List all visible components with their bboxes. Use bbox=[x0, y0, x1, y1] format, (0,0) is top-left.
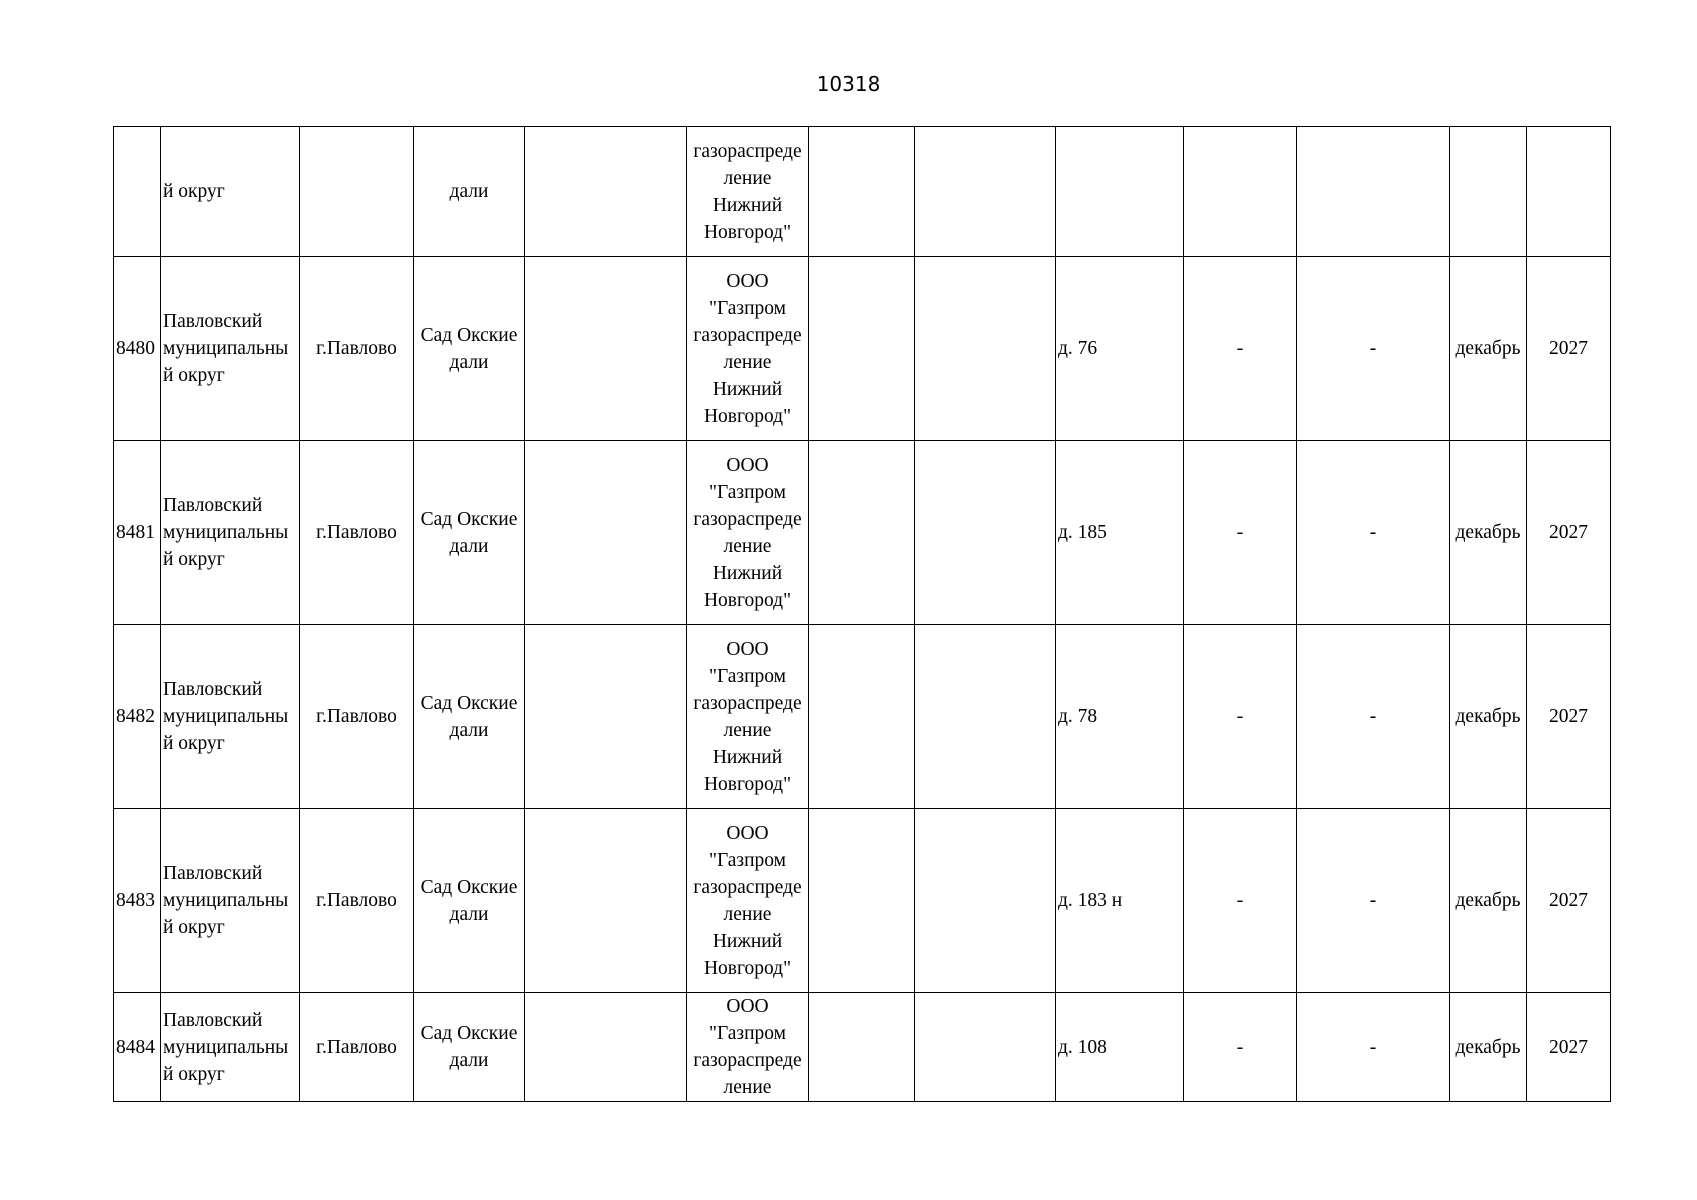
dash-value: - bbox=[1236, 890, 1244, 911]
dash-value: - bbox=[1236, 706, 1244, 727]
dash-value: - bbox=[1236, 338, 1244, 359]
house-number: д. 185 bbox=[1058, 522, 1107, 543]
district-line: й округ bbox=[163, 549, 225, 570]
org-line: Нижний bbox=[712, 562, 783, 584]
org-line: Новгород" bbox=[703, 221, 792, 243]
cell-org bbox=[687, 127, 809, 257]
district-line: муниципальны bbox=[163, 338, 289, 359]
street-line: дали bbox=[449, 1050, 489, 1071]
cell-empty bbox=[915, 625, 1056, 809]
table-row bbox=[114, 441, 1611, 625]
month: декабрь bbox=[1455, 890, 1521, 911]
org-line: "Газпром bbox=[708, 665, 786, 687]
city: г.Павлово bbox=[316, 1036, 397, 1058]
cell-year bbox=[1527, 809, 1611, 993]
cell-dash bbox=[1184, 257, 1297, 441]
street-line: Сад Окские bbox=[420, 1023, 518, 1044]
district-line: й округ bbox=[163, 365, 225, 386]
org-line: Нижний bbox=[712, 930, 783, 952]
month: декабрь bbox=[1455, 706, 1521, 727]
cell-empty bbox=[525, 441, 687, 625]
district-line: муниципальны bbox=[163, 1036, 289, 1058]
org-line: Нижний bbox=[712, 194, 783, 216]
cell-empty bbox=[525, 127, 687, 257]
cell-dash bbox=[1297, 625, 1450, 809]
cell-empty bbox=[915, 993, 1056, 1102]
street-line: Сад Окские bbox=[420, 508, 518, 530]
street-tail: дали bbox=[449, 181, 489, 202]
cell-empty bbox=[525, 993, 687, 1102]
month: декабрь bbox=[1455, 1036, 1521, 1058]
cell-street bbox=[414, 809, 525, 993]
district-line: й округ bbox=[163, 1063, 225, 1085]
district-line: й округ bbox=[163, 917, 225, 938]
street-line: дали bbox=[449, 719, 489, 741]
dash-value: - bbox=[1236, 1036, 1244, 1058]
district-line: муниципальны bbox=[163, 522, 289, 543]
cell-dash bbox=[1297, 441, 1450, 625]
cell-num bbox=[114, 441, 161, 625]
cell-district bbox=[161, 809, 300, 993]
cell-street bbox=[414, 441, 525, 625]
org-line: Нижний bbox=[712, 378, 783, 400]
cell-empty bbox=[809, 625, 915, 809]
street-line: дали bbox=[449, 351, 489, 373]
org-line: газораспреде bbox=[693, 1050, 802, 1071]
org-line: Нижний bbox=[712, 746, 783, 768]
org-line: ООО bbox=[726, 270, 769, 292]
cell-empty bbox=[915, 809, 1056, 993]
district-line: Павловский bbox=[163, 863, 263, 884]
cell-empty bbox=[1527, 127, 1611, 257]
table-row bbox=[114, 809, 1611, 993]
cell-org bbox=[687, 257, 809, 441]
street-line: дали bbox=[449, 535, 489, 557]
cell-street bbox=[414, 257, 525, 441]
cell-year bbox=[1527, 257, 1611, 441]
cell-city bbox=[300, 127, 414, 257]
org-line: газораспреде bbox=[693, 508, 802, 530]
org-line: Новгород" bbox=[703, 773, 792, 795]
cell-empty bbox=[809, 441, 915, 625]
org-line: "Газпром bbox=[708, 849, 786, 871]
org-line: ООО bbox=[726, 638, 769, 660]
cell-num bbox=[114, 127, 161, 257]
house-number: д. 78 bbox=[1058, 706, 1098, 727]
cell-street bbox=[414, 625, 525, 809]
org-line: Новгород" bbox=[703, 589, 792, 611]
cell-month bbox=[1450, 441, 1527, 625]
row-number: 8484 bbox=[116, 1036, 155, 1058]
year: 2027 bbox=[1549, 522, 1588, 543]
cell-empty bbox=[525, 625, 687, 809]
row-number: 8481 bbox=[116, 522, 155, 543]
page-number: 10318 bbox=[816, 72, 881, 96]
cell-dash bbox=[1184, 441, 1297, 625]
org-line: ление bbox=[723, 351, 772, 373]
city: г.Павлово bbox=[316, 522, 397, 543]
district-line: Павловский bbox=[163, 311, 263, 332]
org-line: ООО bbox=[726, 822, 769, 844]
cell-district bbox=[161, 127, 300, 257]
district-line: й округ bbox=[163, 733, 225, 754]
org-line: "Газпром bbox=[708, 297, 786, 319]
cell-empty bbox=[1297, 127, 1450, 257]
cell-org bbox=[687, 441, 809, 625]
org-line: ление bbox=[723, 167, 772, 189]
table-row bbox=[114, 257, 1611, 441]
cell-street bbox=[414, 993, 525, 1102]
cell-org bbox=[687, 993, 809, 1102]
cell-num bbox=[114, 993, 161, 1102]
house-number: д. 108 bbox=[1058, 1036, 1107, 1058]
district-line: Павловский bbox=[163, 1009, 263, 1031]
org-line: ление bbox=[723, 719, 772, 741]
org-line: Новгород" bbox=[703, 405, 792, 427]
cell-city bbox=[300, 257, 414, 441]
row-number: 8483 bbox=[116, 890, 155, 911]
district-tail: й округ bbox=[163, 181, 225, 202]
cell-district bbox=[161, 625, 300, 809]
city: г.Павлово bbox=[316, 338, 397, 359]
org-line: газораспреде bbox=[693, 324, 802, 346]
org-line: ООО bbox=[726, 454, 769, 476]
cell-year bbox=[1527, 625, 1611, 809]
year: 2027 bbox=[1549, 890, 1588, 911]
street-line: дали bbox=[449, 903, 489, 925]
cell-district bbox=[161, 441, 300, 625]
cell-empty bbox=[915, 257, 1056, 441]
org-line: ление bbox=[723, 535, 772, 557]
cell-house bbox=[1056, 809, 1184, 993]
dash-value: - bbox=[1369, 522, 1377, 543]
org-line: газораспреде bbox=[693, 140, 802, 162]
cell-city bbox=[300, 809, 414, 993]
table-row bbox=[114, 993, 1611, 1102]
cell-dash bbox=[1297, 257, 1450, 441]
cell-empty bbox=[525, 257, 687, 441]
dash-value: - bbox=[1369, 338, 1377, 359]
org-line: ООО bbox=[726, 996, 769, 1017]
cell-num bbox=[114, 257, 161, 441]
cell-empty bbox=[809, 809, 915, 993]
district-line: Павловский bbox=[163, 495, 263, 516]
cell-num bbox=[114, 625, 161, 809]
cell-district bbox=[161, 993, 300, 1102]
cell-num bbox=[114, 809, 161, 993]
district-line: муниципальны bbox=[163, 890, 289, 911]
cell-house bbox=[1056, 993, 1184, 1102]
street-line: Сад Окские bbox=[420, 876, 518, 898]
dash-value: - bbox=[1369, 1036, 1377, 1058]
cell-empty bbox=[915, 441, 1056, 625]
year: 2027 bbox=[1549, 338, 1588, 359]
cell-city bbox=[300, 441, 414, 625]
cell-dash bbox=[1297, 809, 1450, 993]
row-number: 8480 bbox=[116, 338, 155, 359]
month: декабрь bbox=[1455, 338, 1521, 359]
cell-house bbox=[1056, 625, 1184, 809]
cell-org bbox=[687, 625, 809, 809]
street-line: Сад Окские bbox=[420, 324, 518, 346]
house-number: д. 183 н bbox=[1058, 890, 1123, 911]
cell-street bbox=[414, 127, 525, 257]
cell-empty bbox=[1184, 127, 1297, 257]
cell-empty bbox=[915, 127, 1056, 257]
dash-value: - bbox=[1369, 706, 1377, 727]
org-line: ление bbox=[723, 1077, 772, 1098]
cell-district bbox=[161, 257, 300, 441]
table-row bbox=[114, 625, 1611, 809]
cell-empty bbox=[1056, 127, 1184, 257]
cell-dash bbox=[1297, 993, 1450, 1102]
org-line: ление bbox=[723, 903, 772, 925]
registry-table bbox=[113, 126, 1611, 1102]
cell-month bbox=[1450, 625, 1527, 809]
cell-empty bbox=[525, 809, 687, 993]
district-line: муниципальны bbox=[163, 706, 289, 727]
cell-empty bbox=[809, 127, 915, 257]
street-line: Сад Окские bbox=[420, 692, 518, 714]
cell-empty bbox=[809, 257, 915, 441]
cell-month bbox=[1450, 257, 1527, 441]
org-line: газораспреде bbox=[693, 692, 802, 714]
cell-dash bbox=[1184, 993, 1297, 1102]
dash-value: - bbox=[1369, 890, 1377, 911]
cell-empty bbox=[1450, 127, 1527, 257]
district-line: Павловский bbox=[163, 679, 263, 700]
cell-house bbox=[1056, 441, 1184, 625]
cell-house bbox=[1056, 257, 1184, 441]
cell-org bbox=[687, 809, 809, 993]
year: 2027 bbox=[1549, 1036, 1588, 1058]
city: г.Павлово bbox=[316, 706, 397, 727]
year: 2027 bbox=[1549, 706, 1588, 727]
org-line: Новгород" bbox=[703, 957, 792, 979]
cell-dash bbox=[1184, 625, 1297, 809]
dash-value: - bbox=[1236, 522, 1244, 543]
table-row-continued bbox=[114, 127, 1611, 257]
org-line: газораспреде bbox=[693, 876, 802, 898]
cell-city bbox=[300, 993, 414, 1102]
org-line: "Газпром bbox=[708, 1023, 786, 1044]
month: декабрь bbox=[1455, 522, 1521, 543]
cell-empty bbox=[809, 993, 915, 1102]
cell-dash bbox=[1184, 809, 1297, 993]
cell-month bbox=[1450, 993, 1527, 1102]
city: г.Павлово bbox=[316, 890, 397, 911]
cell-city bbox=[300, 625, 414, 809]
cell-year bbox=[1527, 441, 1611, 625]
org-line: "Газпром bbox=[708, 481, 786, 503]
row-number: 8482 bbox=[116, 706, 155, 727]
cell-month bbox=[1450, 809, 1527, 993]
cell-year bbox=[1527, 993, 1611, 1102]
house-number: д. 76 bbox=[1058, 338, 1098, 359]
